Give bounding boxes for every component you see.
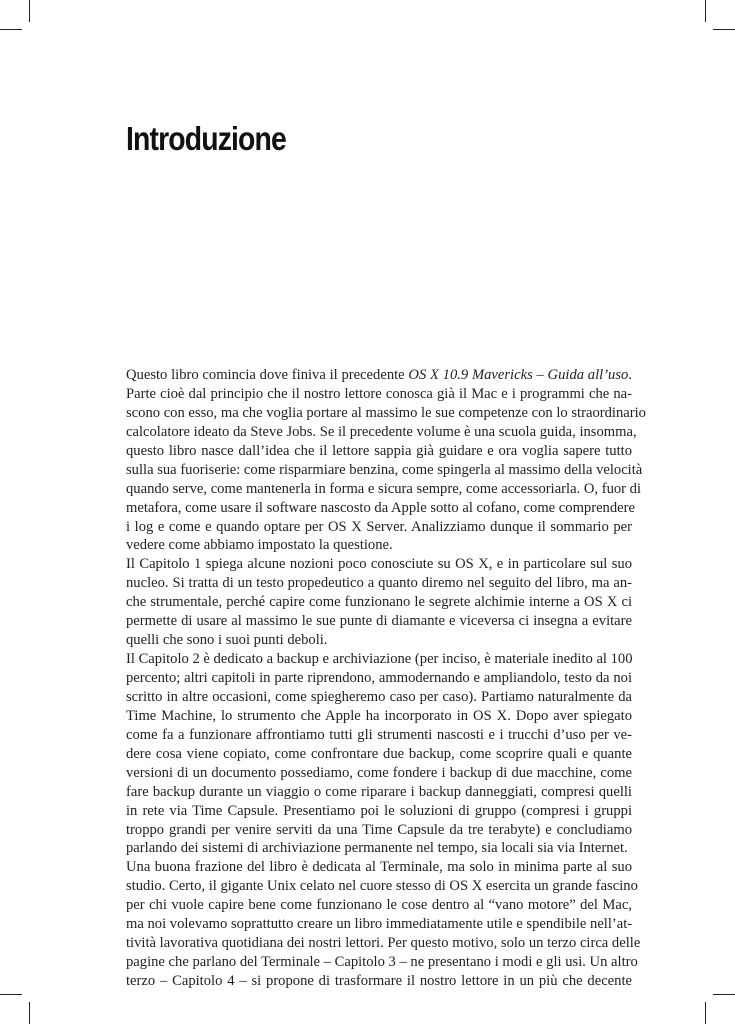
text-line: scono con esso, ma che voglia portare al massimo le sue competenze con lo straordinario bbox=[126, 404, 646, 421]
text-run: Questo libro comincia dove finiva il precedente bbox=[126, 367, 409, 383]
crop-mark-top-right bbox=[705, 0, 706, 22]
text-line: pagine che parlano del Terminale – Capitolo 3 – ne presentano i modi e gli usi. Un altro bbox=[126, 954, 638, 971]
text-line: ma noi volevamo soprattutto creare un libro immediatamente utile e spendibile nell’at- bbox=[126, 916, 633, 933]
body-text bbox=[126, 366, 646, 991]
text-line: metafora, come usare il software nascosto da Apple sotto al cofano, come comprendere bbox=[126, 499, 635, 516]
text-line: come fa a funzionare affrontiamo tutti gli strumenti nascosti e i trucchi d’uso per ve- bbox=[126, 726, 632, 743]
text-line: tività lavorativa quotidiana dei nostri lettori. Per questo motivo, solo un terzo circa delle bbox=[126, 935, 641, 952]
crop-mark-bottom-left-h bbox=[0, 994, 22, 995]
text-line: fare backup durante un viaggio o come riparare i backup danneggiati, compresi quelli bbox=[126, 783, 632, 800]
crop-mark-top-left-h bbox=[0, 29, 22, 30]
chapter-title: Introduzione bbox=[126, 120, 286, 157]
text-line: dere cosa viene copiato, come confrontare due backup, come scoprire quali e quante bbox=[126, 745, 632, 762]
text-line: parlando dei sistemi di archiviazione permanente nel tempo, sia locali sia via Internet. bbox=[126, 840, 628, 857]
crop-mark-bottom-right bbox=[705, 1002, 706, 1024]
text-line: i log e come e quando optare per OS X Server. Analizziamo dunque il sommario per bbox=[126, 518, 632, 535]
text-line: studio. Certo, il gigante Unix celato nel cuore stesso di OS X esercita un grande fascino bbox=[126, 878, 638, 895]
text-line: troppo grandi per venire serviti da una Time Capsule da tre terabyte) e concludiamo bbox=[126, 821, 632, 838]
text-line bbox=[126, 366, 632, 385]
text-line: terzo – Capitolo 4 – si propone di trasformare il nostro lettore in un più che decente bbox=[126, 973, 632, 989]
text-line: calcolatore ideato da Steve Jobs. Se il precedente volume è una scuola guida, insomma, bbox=[126, 423, 637, 440]
text-line: Parte cioè dal principio che il nostro lettore conosca già il Mac e i programmi che na- bbox=[126, 385, 632, 402]
text-line: nucleo. Si tratta di un testo propedeutico a quanto diremo nel seguito del libro, ma an- bbox=[126, 575, 632, 592]
text-line: Una buona frazione del libro è dedicata al Terminale, ma solo in minima parte al suo bbox=[126, 859, 632, 876]
text-line: Il Capitolo 1 spiega alcune nozioni poco conosciute su OS X, e in particolare sul suo bbox=[126, 556, 632, 573]
text-line: che strumentale, perché capire come funzionano le segrete alchimie interne a OS X ci bbox=[126, 594, 632, 611]
text-line: scritto in altre occasioni, come spiegheremo caso per caso). Partiamo naturalmente da bbox=[126, 688, 632, 705]
crop-mark-top-left bbox=[29, 0, 30, 22]
crop-mark-bottom-left bbox=[29, 1002, 30, 1024]
text-line: sulla sua fuoriserie: come risparmiare benzina, come spingerla al massimo della velocità bbox=[126, 461, 643, 478]
text-run: . bbox=[628, 367, 632, 383]
text-line: in rete via Time Capsule. Presentiamo poi le soluzioni di gruppo (compresi i gruppi bbox=[126, 802, 632, 819]
text-line: percento; altri capitoli in parte riprendono, ammodernando e ampliandolo, testo da noi bbox=[126, 670, 632, 686]
text-line: quando serve, come mantenerla in forma e sicura sempre, come accessoriarla. O, fuor di bbox=[126, 480, 642, 497]
text-line: quelli che sono i suoi punti deboli. bbox=[126, 632, 328, 649]
text-line: versioni di un documento possediamo, come fondere i backup di due macchine, come bbox=[126, 764, 632, 781]
text-line: per chi vuole capire bene come funzionano le cose dentro al “vano motore” del Mac, bbox=[126, 897, 632, 914]
text-line: permette di usare al massimo le sue punte di diamante e viceversa ci insegna a evitare bbox=[126, 613, 632, 630]
crop-mark-top-right-h bbox=[713, 29, 735, 30]
text-line: questo libro nasce dall’idea che il lettore sappia già guidare e ora voglia sapere tutto bbox=[126, 442, 632, 459]
text-line: vedere come abbiamo impostato la questione. bbox=[126, 537, 393, 554]
text-line: Il Capitolo 2 è dedicato a backup e archiviazione (per inciso, è materiale inedito al 100 bbox=[126, 651, 633, 668]
book-title-italic: OS X 10.9 Mavericks – Guida all’uso bbox=[408, 367, 629, 383]
crop-mark-bottom-right-h bbox=[713, 994, 735, 995]
text-line: Time Machine, lo strumento che Apple ha incorporato in OS X. Dopo aver spiegato bbox=[126, 707, 632, 724]
